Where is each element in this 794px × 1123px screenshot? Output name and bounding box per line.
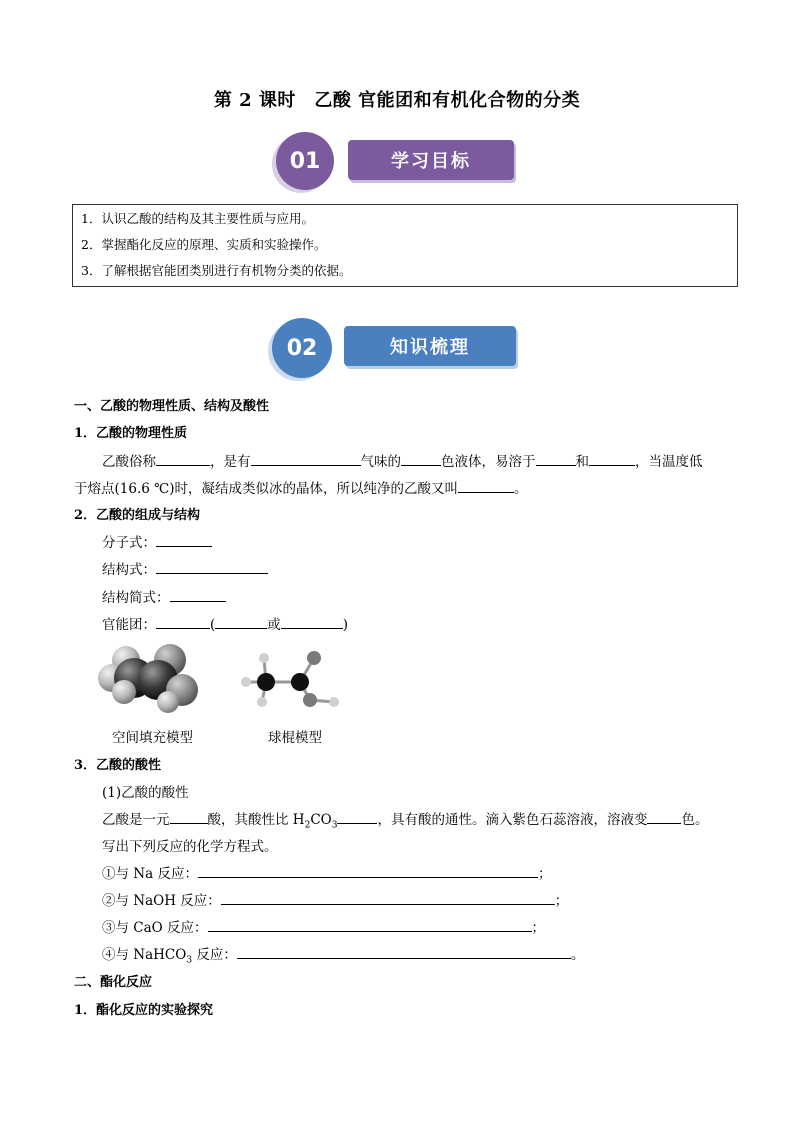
answer-blank[interactable] bbox=[156, 451, 210, 466]
model-caption: 球棍模型 bbox=[268, 730, 322, 746]
subsection-heading: 1．酯化反应的实验探究 bbox=[74, 1003, 214, 1018]
answer-blank[interactable] bbox=[208, 917, 532, 932]
paragraph-line: 乙酸是一元 酸，其酸性比 $H_2CO_3$ ，具有酸的通性。滴入紫色石蕊溶液，溶液变 色。 bbox=[102, 808, 708, 831]
paragraph-line: 乙酸俗称 ，是有 气味的 色液体，易溶于 和 ，当温度低 bbox=[102, 450, 703, 470]
answer-blank[interactable] bbox=[458, 478, 514, 493]
objective-item: 1．认识乙酸的结构及其主要性质与应用。 bbox=[81, 211, 314, 226]
knowledge-banner-number: 02 bbox=[272, 318, 332, 378]
answer-blank[interactable] bbox=[170, 809, 208, 824]
subsection-heading: 3．乙酸的酸性 bbox=[74, 758, 162, 773]
objectives-box bbox=[72, 204, 738, 287]
sub-item-heading: (1)乙酸的酸性 bbox=[102, 785, 189, 801]
formula-line: 官能团： ( 或 ) bbox=[102, 613, 348, 633]
section-heading: 二、酯化反应 bbox=[74, 975, 153, 990]
answer-blank[interactable] bbox=[221, 890, 555, 905]
answer-blank[interactable] bbox=[281, 614, 343, 629]
answer-blank[interactable] bbox=[170, 587, 226, 602]
section-heading: 一、乙酸的物理性质、结构及酸性 bbox=[74, 399, 270, 414]
paragraph-line: 于熔点(16.6 ℃)时，凝结成类似冰的晶体，所以纯净的乙酸又叫 。 bbox=[74, 477, 528, 497]
page-title: 第 2 课时 乙酸 官能团和有机化合物的分类 bbox=[213, 90, 581, 111]
subsection-heading: 2．乙酸的组成与结构 bbox=[74, 508, 201, 523]
ball-and-stick-model-image bbox=[236, 646, 346, 712]
answer-blank[interactable] bbox=[337, 809, 377, 824]
model-caption: 空间填充模型 bbox=[112, 730, 193, 746]
objective-item: 2．掌握酯化反应的原理、实质和实验操作。 bbox=[81, 237, 327, 252]
reaction-line: ①与 Na 反应： ； bbox=[102, 862, 551, 882]
answer-blank[interactable] bbox=[536, 451, 576, 466]
formula-line: 结构式： bbox=[102, 558, 268, 578]
formula-line: 结构简式： bbox=[102, 586, 226, 606]
knowledge-banner bbox=[266, 318, 522, 380]
answer-blank[interactable] bbox=[156, 614, 210, 629]
formula-line: 分子式： bbox=[102, 531, 212, 551]
objective-item: 3．了解根据官能团类别进行有机物分类的依据。 bbox=[81, 263, 352, 278]
answer-blank[interactable] bbox=[237, 944, 571, 959]
answer-blank[interactable] bbox=[156, 532, 212, 547]
reaction-line: ③与 CaO 反应： ； bbox=[102, 916, 545, 936]
instruction-line: 写出下列反应的化学方程式。 bbox=[102, 839, 278, 855]
answer-blank[interactable] bbox=[647, 809, 681, 824]
answer-blank[interactable] bbox=[589, 451, 635, 466]
objectives-banner-label: 学习目标 bbox=[348, 140, 514, 180]
answer-blank[interactable] bbox=[251, 451, 361, 466]
reaction-line: ②与 NaOH 反应： ； bbox=[102, 889, 568, 909]
answer-blank[interactable] bbox=[198, 863, 538, 878]
answer-blank[interactable] bbox=[215, 614, 267, 629]
answer-blank[interactable] bbox=[156, 559, 268, 574]
space-filling-model-image bbox=[96, 640, 206, 716]
reaction-line: ④与 NaHCO$_3$ 反应： 。 bbox=[102, 943, 584, 966]
answer-blank[interactable] bbox=[401, 451, 441, 466]
objectives-banner-number: 01 bbox=[276, 132, 334, 190]
knowledge-banner-label: 知识梳理 bbox=[344, 326, 516, 366]
subsection-heading: 1．乙酸的物理性质 bbox=[74, 426, 188, 441]
objectives-banner bbox=[270, 132, 520, 192]
